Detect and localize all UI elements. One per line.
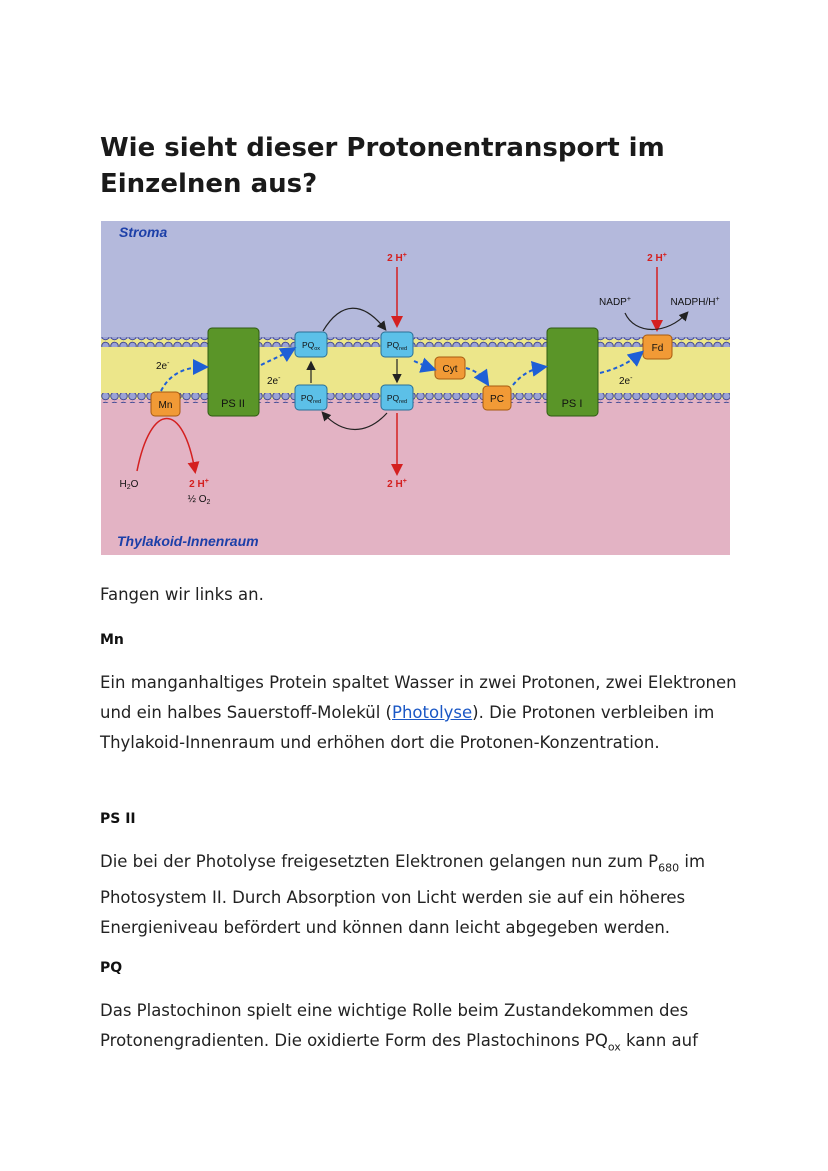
paragraph-pq: Das Plastochinon spielt eine wichtige Rolle beim Zustandekommen des Protonengradienten. Die oxidierte Form des Plastochinons $PQ_{ox}$ kann auf (100, 1001, 698, 1054)
membrane-region (101, 339, 730, 399)
paragraph-ps2: Die bei der Photolyse freigesetzten Elektronen gelangen nun zum $P_{680}$ im Photosystem II. Durch Absorption von Licht werden sie auf ein höheres Energieniveau befördert und können dann leicht abgegeben werden. (100, 852, 706, 938)
svg-text:PQred: $PQ_{red}$ (300, 393, 322, 405)
pq-red-box-bottom (381, 385, 413, 410)
svg-text:PQred: $PQ_{red}$ (386, 393, 408, 405)
nadph-label: NADPH/H+ (670, 296, 720, 308)
photolyse-link[interactable]: Photolyse (392, 703, 473, 722)
lumen-region (101, 399, 730, 555)
pq-red-box-top (381, 332, 413, 357)
svg-text:PQox: $PQ_{ox}$ (301, 340, 321, 352)
proton-label-bottom: 2 H+ (387, 478, 407, 490)
lumen-label: Thylakoid-Innenraum (117, 533, 259, 549)
stroma-label: Stroma (119, 224, 168, 240)
fd-label: Fd (651, 343, 664, 354)
heading-mn: Mn (100, 632, 124, 648)
pq-ox-box (295, 332, 327, 357)
lipid-layer-top (101, 337, 730, 347)
stroma-region (101, 221, 730, 339)
svg-text:PQred: $PQ_{red}$ (386, 340, 408, 352)
lipid-layer-bottom (101, 393, 730, 403)
page-title: Wie sieht dieser Protonentransport im Einzelnen aus? (100, 133, 665, 199)
proton-label-top: 2 H+ (387, 252, 407, 264)
water-label: $H_2O$ (119, 479, 139, 491)
cyt-label: Cyt (442, 364, 458, 375)
heading-ps2: PS II (100, 811, 136, 827)
proton-label-photolysis: 2 H+ (189, 478, 209, 490)
paragraph-mn: Ein manganhaltiges Protein spaltet Wasser in zwei Protonen, zwei Elektronen und ein halbes Sauerstoff-Molekül (Photolyse). Die Protonen verbleiben im Thylakoid-Innenraum und erhöhen dort die Protonen-Konzentration. (100, 673, 737, 752)
electron-label-1: 2e- (156, 360, 170, 372)
electron-label-3: 2e- (619, 375, 633, 387)
mn-label: Mn (158, 400, 173, 411)
oxygen-label: ½ $O_2$ (187, 494, 211, 506)
proton-label-fd: 2 H+ (647, 252, 667, 264)
photosynthesis-diagram (101, 221, 730, 555)
pc-label: PC (490, 394, 504, 405)
intro-text: Fangen wir links an. (100, 585, 264, 604)
ps1-label: PS I (561, 398, 583, 410)
pq-red-box-left (295, 385, 327, 410)
ps2-label: PS II (221, 398, 245, 410)
electron-label-2: 2e- (267, 375, 281, 387)
heading-pq: PQ (100, 960, 123, 976)
nadp-label: NADP+ (599, 296, 631, 308)
